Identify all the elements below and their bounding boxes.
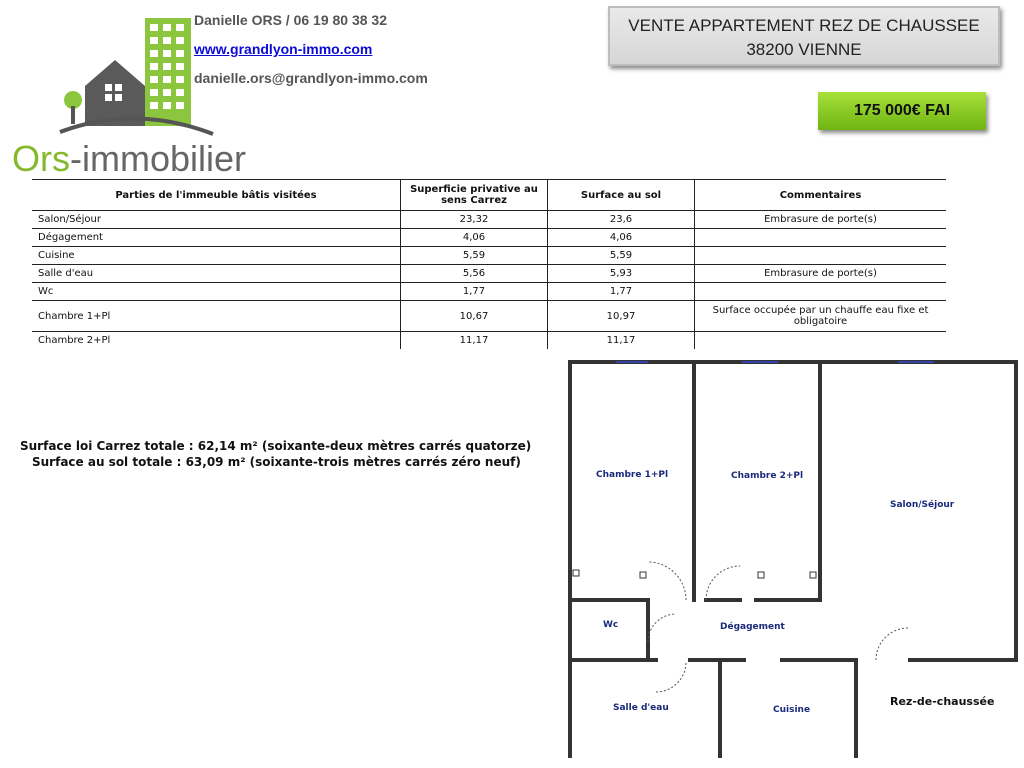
column-header: Commentaires (695, 180, 947, 211)
logo-part2: -immobilier (70, 138, 247, 179)
sol-cell: 11,17 (548, 332, 695, 350)
total-carrez: Surface loi Carrez totale : 62,14 m² (soixante-deux mètres carrés quatorze) (20, 439, 532, 453)
price-badge: 175 000€ FAI (818, 92, 986, 130)
room-label-degagement: Dégagement (720, 622, 785, 632)
contact-name-phone: Danielle ORS / 06 19 80 38 32 (194, 12, 388, 28)
table-row (32, 247, 946, 265)
listing-location: 38200 VIENNE (746, 40, 862, 59)
sol-cell: 5,93 (548, 265, 695, 283)
room-cell: Salon/Séjour (32, 211, 401, 229)
table-header-row (32, 180, 946, 211)
comment-cell (695, 247, 947, 265)
room-cell: Salle d'eau (32, 265, 401, 283)
comment-cell: Surface occupée par un chauffe eau fixe et obligatoire (695, 301, 947, 332)
room-label-salon: Salon/Séjour (890, 500, 955, 510)
comment-cell: Embrasure de porte(s) (695, 211, 947, 229)
logo-wordmark (12, 138, 246, 180)
listing-title: VENTE APPARTEMENT REZ DE CHAUSSEE (628, 16, 980, 35)
total-sol: Surface au sol totale : 63,09 m² (soixante-trois mètres carrés zéro neuf) (32, 455, 521, 469)
room-label-chambre1: Chambre 1+Pl (596, 470, 669, 480)
room-label-salle-eau: Salle d'eau (613, 703, 669, 713)
table-row (32, 332, 946, 350)
website-link[interactable]: www.grandlyon-immo.com (194, 41, 373, 57)
comment-cell (695, 229, 947, 247)
sol-cell: 10,97 (548, 301, 695, 332)
table-row (32, 265, 946, 283)
sol-cell: 1,77 (548, 283, 695, 301)
carrez-cell: 10,67 (401, 301, 548, 332)
room-label-chambre2: Chambre 2+Pl (731, 471, 804, 481)
logo-part1: Ors (12, 138, 70, 179)
room-label-cuisine: Cuisine (773, 705, 811, 715)
carrez-cell: 11,17 (401, 332, 548, 350)
carrez-cell: 1,77 (401, 283, 548, 301)
carrez-cell: 5,59 (401, 247, 548, 265)
room-label-wc: Wc (603, 620, 619, 630)
carrez-cell: 23,32 (401, 211, 548, 229)
level-label: Rez-de-chaussée (890, 695, 995, 708)
sol-cell: 23,6 (548, 211, 695, 229)
sol-cell: 5,59 (548, 247, 695, 265)
column-header: Parties de l'immeuble bâtis visitées (32, 180, 401, 211)
room-cell: Wc (32, 283, 401, 301)
email-text[interactable]: danielle.ors@grandlyon-immo.com (194, 70, 428, 86)
sol-cell: 4,06 (548, 229, 695, 247)
column-header: Surface au sol (548, 180, 695, 211)
comment-cell: Embrasure de porte(s) (695, 265, 947, 283)
room-cell: Dégagement (32, 229, 401, 247)
listing-title-box (608, 6, 1000, 66)
comment-cell (695, 283, 947, 301)
room-cell: Cuisine (32, 247, 401, 265)
carrez-cell: 5,56 (401, 265, 548, 283)
comment-cell (695, 332, 947, 350)
column-header: Superficie privative au sens Carrez (401, 180, 548, 211)
carrez-cell: 4,06 (401, 229, 548, 247)
table-row (32, 283, 946, 301)
table-row (32, 301, 946, 332)
surface-table (32, 179, 946, 349)
room-cell: Chambre 2+Pl (32, 332, 401, 350)
room-cell: Chambre 1+Pl (32, 301, 401, 332)
table-row (32, 211, 946, 229)
table-row (32, 229, 946, 247)
